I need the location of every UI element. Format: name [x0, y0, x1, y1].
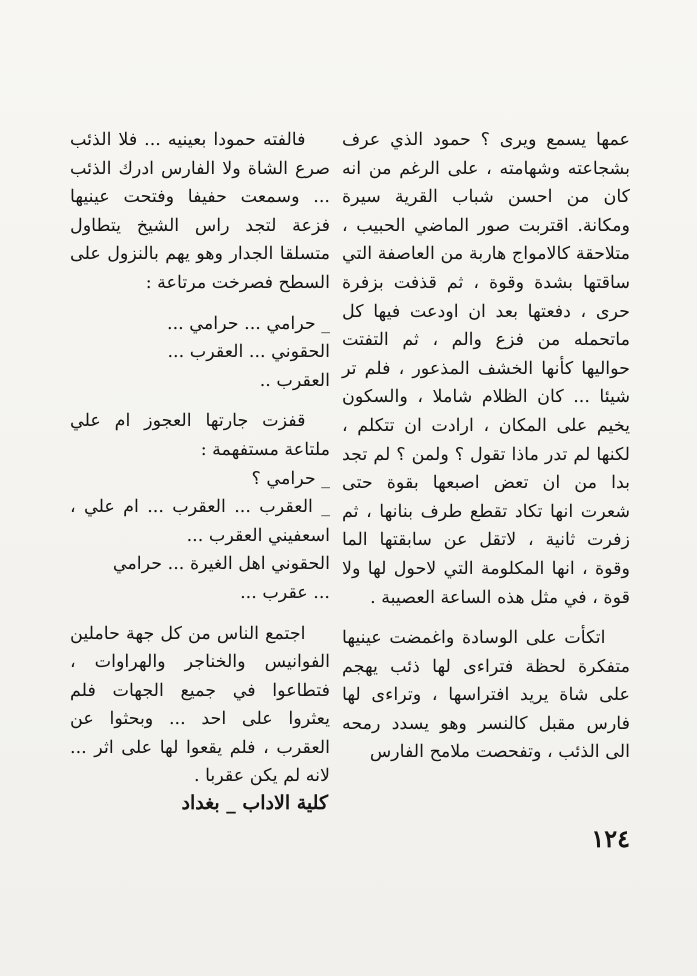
dialogue-line: _ العقرب ... العقرب ... ام علي ، اسعفيني العقرب ...: [70, 497, 330, 546]
dialogue-block: [70, 465, 330, 608]
left-paragraph-1: فالفته حمودا بعينيه ... فلا الذئب صرع الشاة ولا الفارس ادرك الذئب ... وسمعت حفيفا وفتحت عينيها فزعة لتجد راس الشيخ يتطاول متسلقا الجدار وهو يهم بالنزول على السطح فصرخت مرتاعة :: [70, 130, 330, 293]
left-paragraph-3: اجتمع الناس من كل جهة حاملين الفوانيس والخناجر والهراوات ، فتطاعوا في جميع الجهات فلم يعثروا على احد ... وبحثوا عن العقرب ، فلم يقعوا لها على اثر ... لانه لم يكن عقربا .: [70, 623, 330, 787]
page-number: ١٢٤: [591, 824, 630, 853]
shout-line: الحقوني ... العقرب ...: [167, 342, 330, 363]
shout-line: العقرب ..: [259, 370, 330, 391]
shout-line: _ حرامي ... حرامي ...: [167, 313, 330, 334]
right-text-column: [342, 126, 630, 767]
right-paragraph-2: اتكأت على الوسادة واغمضت عينيها متفكرة لحظة فتراءى لها ذئب يهجم على شاة يريد افتراسها ، وتراءى لها فارس مقبل كالنسر وهو يسدد رمحه الى الذئب ، وتفحصت ملامح الفارس: [342, 628, 630, 763]
right-paragraph-1: عمها يسمع ويرى ؟ حمود الذي عرف بشجاعته وشهامته ، على الرغم من انه كان من احسن شباب القرية سيرة ومكانة. اقتربت صور الماضي الحبيب ، متلاحقة كالامواج هاربة من العاصفة التي ساقتها بشدة وقوة ، ثم قذفت بزفرة حرى ، دفعتها بعد ان اودعت فيها كل ماتحمله من فزع والم ، ثم التفتت حواليها كأنها الخشف المذعور ، فلم تر شيئا ... كان الظلام شاملا ، والسكون يخيم على المكان ، ارادت ان تتكلم ، لكنها لم تدر ماذا تقول ؟ ولمن ؟ لم تجد بدا من ان تعض اصبعها بقوة حتى شعرت انها تكاد تقطع طرف بنانها ، ثم زفرت ثانية ، لاتقل عن سابقتها الما وقوة ، انها المكلومة التي لاحول لها ولا قوة ، في مثل هذه الساعة العصيبة .: [342, 130, 630, 608]
shout-block: [70, 310, 330, 396]
author-affiliation: كلية الاداب _ بغداد: [181, 792, 328, 814]
left-paragraph-2: قفزت جارتها العجوز ام علي ملتاعة مستفهمة :: [70, 411, 330, 460]
left-text-column: [70, 126, 330, 791]
dialogue-line: _ حرامي ؟: [251, 468, 330, 489]
dialogue-line: ... عقرب ...: [240, 582, 330, 603]
dialogue-line: الحقوني اهل الغيرة ... حرامي: [112, 554, 330, 575]
